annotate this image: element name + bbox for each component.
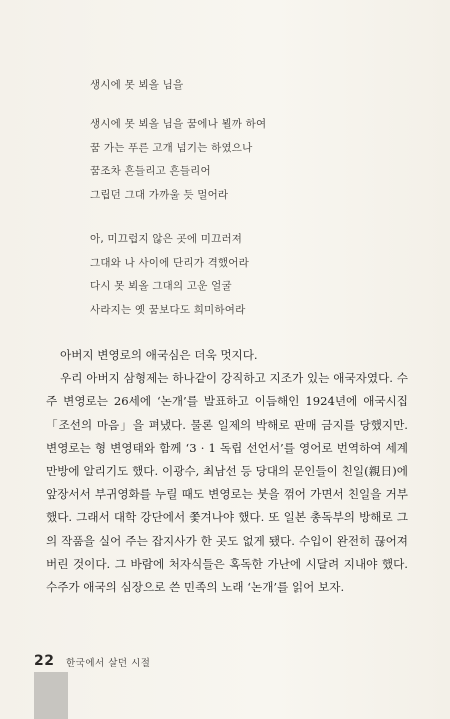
- poem-title: 생시에 못 뵈올 님을: [90, 79, 184, 91]
- poem-line: 다시 못 뵈올 그대의 고운 얼굴: [90, 280, 232, 292]
- paragraph: 우리 아버지 삼형제는 하나같이 강직하고 지조가 있는 애국자였다. 수주 변영로는 26세에 ‘논개’를 발표하고 이듬해인 1924년에 애국시집 「조선의 마음」을 펴냈다. 물론 일제의 박해로 판매 금지를 당했지만. 변영로는 형 변영태와 함께 ‘3 · 1 독립 선언서’를 영어로 번역하여 세계 만방에 알리기도 했다. 이광수, 최남선 등 당대의 문인들이 친일(親日)에 앞장서서 부귀영화를 누릴 때도 변영로는 붓을 꺾어 가면서 친일을 거부했다. 그래서 대학 강단에서 쫓겨나야 했다. 또 일본 총독부의 방해로 그의 작품을 실어 주는 잡지사가 한 곳도 없게 됐다. 수입이 완전히 끊어져 버린 것이다. 그 바람에 처자식들은 혹독한 가난에 시달려 지내야 했다. 수주가 애국의 심장으로 쓴 민족의 노래 ‘논개’를 읽어 보자.: [46, 371, 408, 595]
- body-text: [46, 344, 408, 599]
- poem: [90, 77, 410, 343]
- page-edge-tab: [34, 672, 68, 719]
- poem-line: 사라지는 옛 꿈보다도 희미하여라: [90, 303, 246, 316]
- page-number: 22: [34, 653, 55, 669]
- poem-line: 그대와 나 사이에 단리가 격했어라: [90, 256, 249, 269]
- poem-line: 그립던 그대 가까울 듯 멀어라: [90, 188, 229, 201]
- page-footer: [34, 647, 414, 677]
- paragraph: 아버지 변영로의 애국심은 더욱 멋지다.: [60, 348, 258, 362]
- poem-line: 꿈조차 흔들리고 흔들리어: [90, 165, 211, 177]
- poem-line: 아, 미끄럽지 않은 곳에 미끄러져: [90, 233, 243, 245]
- poem-stanza-2: [90, 228, 410, 322]
- running-title: 한국에서 살던 시절: [66, 658, 151, 669]
- poem-stanza-1: [90, 113, 410, 207]
- poem-line: 꿈 가는 푸른 고개 넘기는 하였으나: [90, 141, 253, 154]
- poem-line: 생시에 못 뵈올 님을 꿈에나 뵐까 하여: [90, 118, 267, 130]
